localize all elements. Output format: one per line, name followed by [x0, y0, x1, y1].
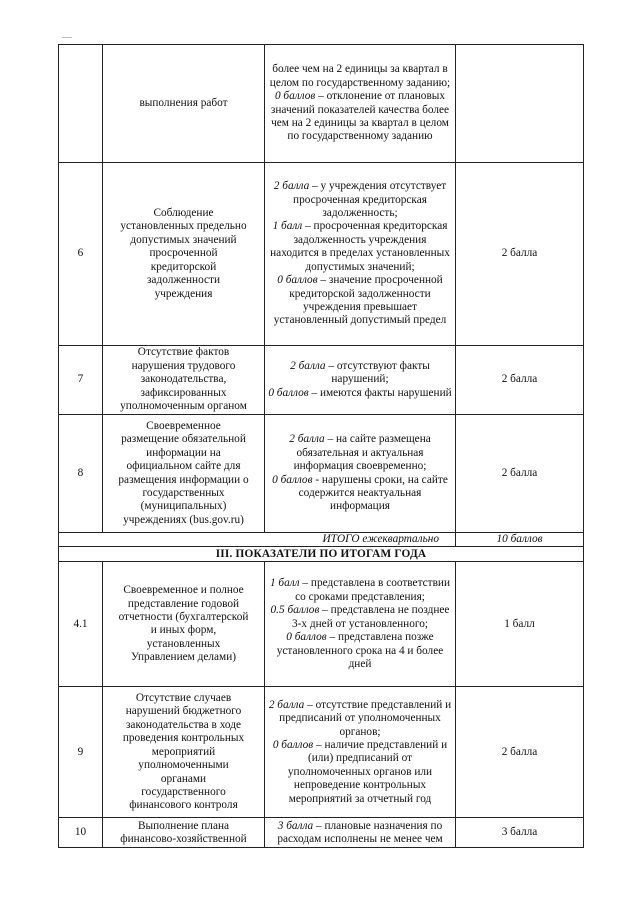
criterion-text: Отсутствие случаев нарушений бюджетного законодательства в ходе проведения контрольных мероприятий уполномоченными органами государственного финансового контроля	[103, 687, 265, 818]
score-value: 2 балла	[268, 698, 305, 711]
score-value: 0 баллов	[272, 473, 313, 486]
row-number: 10	[59, 818, 103, 848]
score-explanation: – на сайте размещена обязательная и актуальная информация своевременно;	[293, 433, 431, 473]
criterion-text: Соблюдение установленных предельно допустимых значений просроченной кредиторской задолженности учреждения	[103, 163, 265, 346]
score-explanation: - нарушены сроки, на сайте содержится неактуальная информация	[298, 473, 448, 513]
score-description	[265, 687, 456, 818]
score-description	[265, 562, 456, 687]
score-value: 0 баллов	[268, 386, 309, 399]
score-value: 0.5 баллов	[270, 604, 320, 617]
section-header-row	[59, 547, 584, 562]
score-explanation: – плановые назначения по расходам исполнены не менее чем	[277, 819, 443, 845]
max-score: 3 балла	[456, 818, 584, 848]
score-description	[265, 346, 456, 415]
score-explanation: – представлена позже установленного срока на 4 и более дней	[276, 631, 444, 670]
row-number: 6	[59, 163, 103, 346]
score-explanation: – наличие представлений и (или) предписаний от уполномоченных органов или непроведение контрольных мероприятий за отчетный год	[287, 739, 448, 805]
score-value: 2 балла	[290, 359, 326, 372]
row-number: 9	[59, 687, 103, 818]
score-explanation: – имеются факты нарушений	[308, 386, 452, 399]
max-score: 1 балл	[456, 562, 584, 687]
score-value: 1 балл	[269, 577, 300, 590]
row-number: 4.1	[59, 562, 103, 687]
max-score: 2 балла	[456, 687, 584, 818]
score-value: 2 балла	[273, 180, 310, 193]
criteria-table	[58, 44, 584, 848]
score-value: 0 баллов	[277, 274, 318, 287]
criterion-text: Отсутствие фактов нарушения трудового законодательства, зафиксированных уполномоченным органом	[103, 346, 265, 415]
criterion-text: выполнения работ	[103, 45, 265, 163]
criterion-text: Выполнение плана финансово-хозяйственной	[103, 818, 265, 848]
score-explanation: – представлена не позднее 3-х дней от установленного;	[292, 604, 450, 630]
table-row	[59, 346, 584, 415]
max-score: 2 балла	[456, 163, 584, 346]
score-value: 0 баллов	[272, 739, 314, 751]
total-row	[59, 533, 584, 547]
score-explanation: – отсутствуют факты нарушений;	[325, 359, 430, 386]
table-row	[59, 415, 584, 533]
score-value: 0 баллов	[274, 90, 316, 103]
score-description	[265, 163, 456, 346]
table-row	[59, 562, 584, 687]
max-score: 2 балла	[456, 346, 584, 415]
score-explanation: – представлена в соответствии со сроками представления;	[295, 577, 451, 603]
score-explanation: – отсутствие представлений и предписаний от уполномоченных органов;	[279, 698, 452, 738]
criterion-text: Своевременное и полное представление годовой отчетности (бухгалтерской и иных форм, установленных Управлением делами)	[103, 562, 265, 687]
max-score	[456, 45, 584, 163]
row-number: 8	[59, 415, 103, 533]
score-explanation: – отклонение от плановых значений показателей качества более чем на 2 единицы за квартал в целом по государственному заданию	[270, 90, 450, 143]
row-number	[59, 45, 103, 163]
total-value: 10 баллов	[456, 533, 584, 547]
score-explanation: – просроченная кредиторская задолженность учреждения находится в пределах установленных допустимых значений;	[270, 220, 450, 273]
table-row	[59, 818, 584, 848]
row-number: 7	[59, 346, 103, 415]
table-row	[59, 687, 584, 818]
section-title: III. ПОКАЗАТЕЛИ ПО ИТОГАМ ГОДА	[59, 547, 584, 562]
score-description	[265, 45, 456, 163]
score-value: 0 баллов	[286, 631, 327, 644]
score-description	[265, 818, 456, 848]
max-score: 2 балла	[456, 415, 584, 533]
score-explanation: – значение просроченной кредиторской задолженности учреждения превышает установленный допустимый предел	[273, 274, 447, 327]
score-explanation: более чем на 2 единицы за квартал в целом по государственному заданию;	[269, 63, 451, 89]
total-label: ИТОГО ежеквартально	[59, 533, 456, 547]
score-value: 3 балла	[277, 819, 314, 832]
score-value: 1 балл	[272, 220, 303, 233]
table-row	[59, 163, 584, 346]
score-value: 2 балла	[289, 433, 325, 446]
score-description	[265, 415, 456, 533]
table-row-continued	[59, 45, 584, 163]
score-explanation: – у учреждения отсутствует просроченная кредиторская задолженность;	[293, 180, 447, 220]
scan-mark	[62, 37, 72, 38]
criterion-text: Своевременное размещение обязательной информации на официальном сайте для размещения информации о государственных (муниципальных) учреждениях (bus.gov.ru)	[103, 415, 265, 533]
